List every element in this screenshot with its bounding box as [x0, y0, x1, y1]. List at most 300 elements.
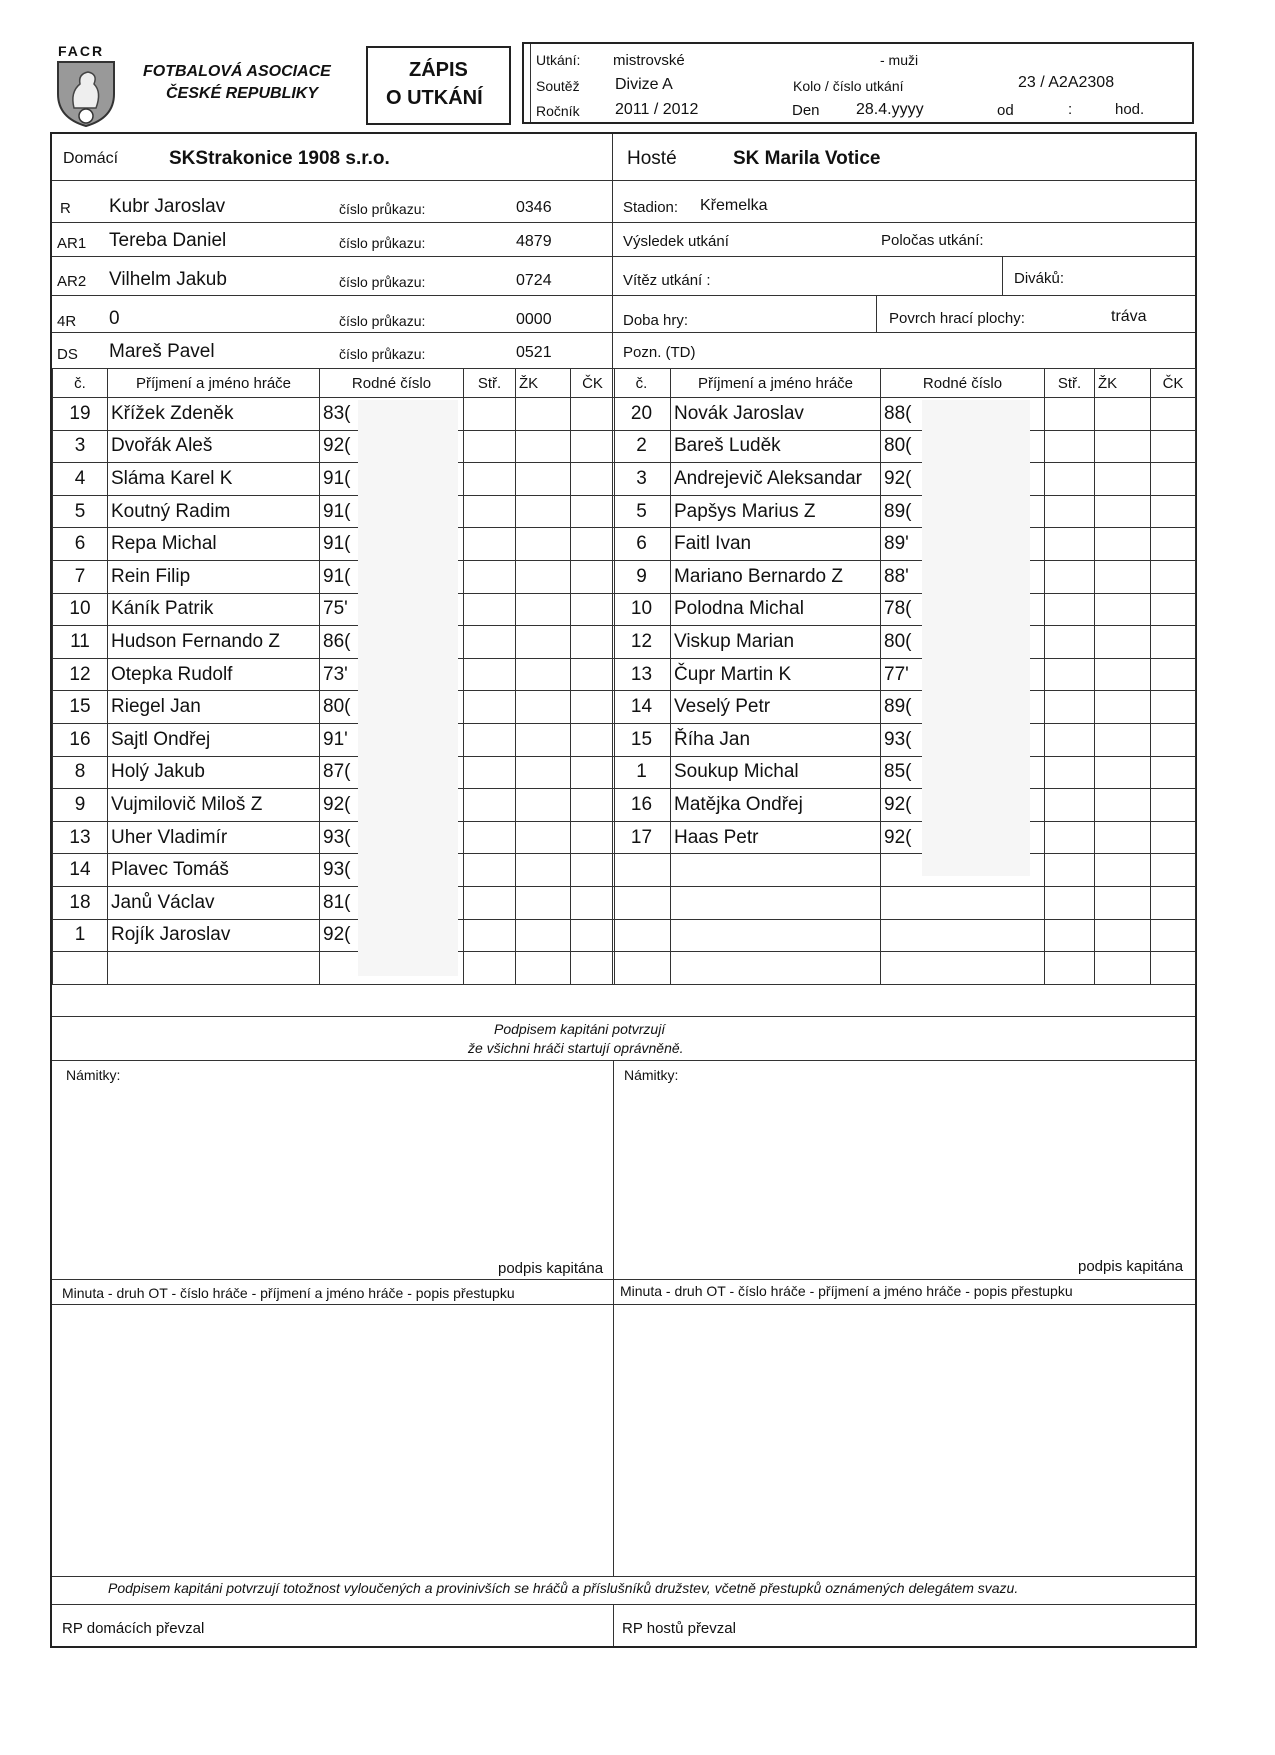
player-number: 19 [53, 398, 108, 431]
substitution-cell [1045, 398, 1095, 431]
home-player-row [53, 430, 615, 463]
yellow-card-cell [1095, 919, 1151, 952]
player-name: Dvořák Aleš [108, 430, 320, 463]
time-separator: : [1068, 101, 1073, 118]
official-id-ds: 0521 [516, 344, 552, 361]
substitution-cell [464, 886, 516, 919]
polocas-label: Poločas utkání: [881, 232, 984, 249]
col-yellow-card: ŽK [1095, 369, 1151, 398]
substitution-cell [1045, 723, 1095, 756]
logo-text: FACR [58, 43, 105, 59]
player-birth-number: 75' [320, 593, 464, 626]
player-birth-number: 87( [320, 756, 464, 789]
yellow-card-cell [1095, 854, 1151, 887]
player-name: Novák Jaroslav [671, 398, 881, 431]
soutez-value: Divize A [615, 76, 673, 93]
red-card-cell [1151, 626, 1196, 659]
away-player-row [613, 398, 1196, 431]
yellow-card-cell [1095, 495, 1151, 528]
home-player-row [53, 691, 615, 724]
red-card-cell [1151, 789, 1196, 822]
player-name: Andrejevič Aleksandar [671, 463, 881, 496]
captains-confirm-line1: Podpisem kapitáni potvrzují [494, 1021, 666, 1037]
player-birth-number: 89( [881, 495, 1045, 528]
player-name: Papšys Marius Z [671, 495, 881, 528]
yellow-card-cell [1095, 528, 1151, 561]
player-birth-number: 80( [881, 430, 1045, 463]
red-card-cell [1151, 495, 1196, 528]
yellow-card-cell [516, 723, 571, 756]
vitez-label: Vítěz utkání : [623, 272, 711, 289]
lion-shield-icon [52, 58, 120, 128]
yellow-card-cell [516, 691, 571, 724]
player-birth-number: 92( [320, 430, 464, 463]
red-card-cell [1151, 658, 1196, 691]
home-players-table [52, 368, 615, 985]
player-birth-number: 73' [320, 658, 464, 691]
player-birth-number: 81( [320, 886, 464, 919]
home-player-row [53, 756, 615, 789]
home-player-row [53, 854, 615, 887]
col-birth-number: Rodné číslo [320, 369, 464, 398]
player-number [53, 952, 108, 985]
home-player-row [53, 821, 615, 854]
player-name: Rojík Jaroslav [108, 919, 320, 952]
player-name: Koutný Radim [108, 495, 320, 528]
home-player-row [53, 463, 615, 496]
player-birth-number: 92( [881, 463, 1045, 496]
away-objections-label: Námitky: [624, 1067, 679, 1083]
stadion-value: Křemelka [700, 197, 768, 214]
player-number: 6 [613, 528, 671, 561]
title-line2: O UTKÁNÍ [386, 87, 483, 109]
yellow-card-cell [1095, 821, 1151, 854]
red-card-cell [1151, 463, 1196, 496]
away-player-row [613, 691, 1196, 724]
red-card-cell [1151, 919, 1196, 952]
substitution-cell [1045, 528, 1095, 561]
player-birth-number: 91( [320, 528, 464, 561]
home-team-label: Domácí [63, 150, 119, 167]
player-name: Káník Patrik [108, 593, 320, 626]
yellow-card-cell [516, 495, 571, 528]
official-id-r: 0346 [516, 199, 552, 216]
red-card-cell [1151, 821, 1196, 854]
player-name: Faitl Ivan [671, 528, 881, 561]
rp-away-received-label: RP hostů převzal [622, 1620, 736, 1637]
official-id-ar1: 4879 [516, 233, 552, 250]
red-card-cell [571, 789, 615, 822]
player-name: Říha Jan [671, 723, 881, 756]
player-birth-number: 92( [881, 821, 1045, 854]
player-name: Křížek Zdeněk [108, 398, 320, 431]
player-number [613, 886, 671, 919]
col-player-name: Příjmení a jméno hráče [108, 369, 320, 398]
red-card-cell [571, 854, 615, 887]
yellow-card-cell [1095, 593, 1151, 626]
away-table-header [613, 369, 1196, 398]
substitution-cell [464, 854, 516, 887]
away-player-row [613, 528, 1196, 561]
player-number: 16 [613, 789, 671, 822]
player-name [671, 854, 881, 887]
kolo-value: 23 / A2A2308 [1018, 74, 1115, 91]
red-card-cell [571, 658, 615, 691]
player-number [613, 854, 671, 887]
official-id-label-r: číslo průkazu: [339, 201, 426, 217]
divaku-label: Diváků: [1014, 270, 1065, 287]
away-team-name: SK Marila Votice [733, 148, 881, 169]
col-player-name: Příjmení a jméno hráče [671, 369, 881, 398]
home-birth-number-redaction [358, 400, 458, 976]
substitution-cell [464, 626, 516, 659]
player-name: Viskup Marian [671, 626, 881, 659]
player-name: Janů Václav [108, 886, 320, 919]
povrch-label: Povrch hrací plochy: [889, 310, 1025, 327]
yellow-card-cell [516, 952, 571, 985]
player-number: 14 [53, 854, 108, 887]
rocnik-label: Ročník [536, 103, 580, 119]
player-number: 1 [613, 756, 671, 789]
player-name [671, 886, 881, 919]
yellow-card-cell [516, 789, 571, 822]
substitution-cell [1045, 658, 1095, 691]
home-player-row [53, 398, 615, 431]
official-name-ds: Mareš Pavel [109, 341, 215, 362]
away-players-table [612, 368, 1196, 985]
yellow-card-cell [516, 626, 571, 659]
substitution-cell [464, 528, 516, 561]
col-birth-number: Rodné číslo [881, 369, 1045, 398]
red-card-cell [571, 593, 615, 626]
home-objections-label: Námitky: [66, 1067, 121, 1083]
player-number: 11 [53, 626, 108, 659]
player-number: 2 [613, 430, 671, 463]
home-team-name: SKStrakonice 1908 s.r.o. [169, 148, 390, 169]
player-name: Soukup Michal [671, 756, 881, 789]
player-number: 3 [613, 463, 671, 496]
player-birth-number: 92( [320, 789, 464, 822]
yellow-card-cell [1095, 723, 1151, 756]
col-substitution: Stř. [464, 369, 516, 398]
home-player-row [53, 723, 615, 756]
red-card-cell [1151, 593, 1196, 626]
player-number: 16 [53, 723, 108, 756]
away-player-row [613, 626, 1196, 659]
yellow-card-cell [1095, 463, 1151, 496]
home-captain-signature-label: podpis kapitána [498, 1260, 604, 1277]
away-player-row [613, 854, 1196, 887]
player-name: Matějka Ondřej [671, 789, 881, 822]
player-number: 9 [613, 560, 671, 593]
yellow-card-cell [1095, 560, 1151, 593]
home-player-row [53, 528, 615, 561]
substitution-cell [1045, 463, 1095, 496]
substitution-cell [1045, 919, 1095, 952]
official-role-4r: 4R [57, 313, 77, 330]
away-birth-number-redaction [922, 400, 1030, 876]
official-role-ds: DS [57, 346, 78, 363]
yellow-card-cell [516, 658, 571, 691]
player-number [613, 952, 671, 985]
substitution-cell [464, 789, 516, 822]
player-number: 3 [53, 430, 108, 463]
substitution-cell [1045, 495, 1095, 528]
away-player-row [613, 430, 1196, 463]
substitution-cell [1045, 430, 1095, 463]
away-player-row [613, 560, 1196, 593]
red-card-cell [571, 495, 615, 528]
den-value: 28.4.yyyy [856, 101, 924, 118]
yellow-card-cell [516, 593, 571, 626]
rocnik-value: 2011 / 2012 [615, 101, 699, 118]
player-number: 7 [53, 560, 108, 593]
player-number: 5 [53, 495, 108, 528]
yellow-card-cell [1095, 398, 1151, 431]
substitution-cell [464, 919, 516, 952]
yellow-card-cell [1095, 691, 1151, 724]
away-player-row [613, 821, 1196, 854]
player-birth-number: 91( [320, 463, 464, 496]
player-birth-number: 88' [881, 560, 1045, 593]
yellow-card-cell [1095, 658, 1151, 691]
player-birth-number: 78( [881, 593, 1045, 626]
title-box [366, 46, 511, 125]
player-name: Veselý Petr [671, 691, 881, 724]
away-player-row [613, 756, 1196, 789]
substitution-cell [464, 430, 516, 463]
player-number: 5 [613, 495, 671, 528]
player-number: 18 [53, 886, 108, 919]
substitution-cell [1045, 886, 1095, 919]
player-birth-number: 86( [320, 626, 464, 659]
away-player-row [613, 463, 1196, 496]
home-table-header [53, 369, 615, 398]
captains-confirm-line2: že všichni hráči startují oprávněně. [468, 1040, 684, 1056]
yellow-card-cell [1095, 789, 1151, 822]
home-player-row [53, 626, 615, 659]
substitution-cell [1045, 560, 1095, 593]
red-card-cell [1151, 723, 1196, 756]
rp-home-received-label: RP domácích převzal [62, 1620, 205, 1637]
player-birth-number: 89( [881, 691, 1045, 724]
yellow-card-cell [516, 821, 571, 854]
od-label: od [997, 102, 1014, 119]
substitution-cell [464, 398, 516, 431]
player-name: Riegel Jan [108, 691, 320, 724]
doba-label: Doba hry: [623, 312, 689, 329]
player-name: Plavec Tomáš [108, 854, 320, 887]
player-birth-number: 91( [320, 495, 464, 528]
substitution-cell [464, 691, 516, 724]
red-card-cell [1151, 528, 1196, 561]
yellow-card-cell [516, 756, 571, 789]
player-number: 12 [53, 658, 108, 691]
home-player-row [53, 886, 615, 919]
home-player-row [53, 658, 615, 691]
red-card-cell [571, 723, 615, 756]
official-id-ar2: 0724 [516, 272, 552, 289]
col-number: č. [613, 369, 671, 398]
player-name [671, 952, 881, 985]
official-name-4r: 0 [109, 308, 120, 329]
player-name: Sajtl Ondřej [108, 723, 320, 756]
player-name: Čupr Martin K [671, 658, 881, 691]
player-birth-number [881, 919, 1045, 952]
yellow-card-cell [516, 854, 571, 887]
player-birth-number [881, 952, 1045, 985]
red-card-cell [571, 528, 615, 561]
player-number: 4 [53, 463, 108, 496]
red-card-cell [571, 398, 615, 431]
away-player-row [613, 919, 1196, 952]
substitution-cell [464, 756, 516, 789]
substitution-cell [464, 952, 516, 985]
col-number: č. [53, 369, 108, 398]
player-number: 6 [53, 528, 108, 561]
away-team-label: Hosté [627, 148, 677, 169]
player-birth-number: 92( [320, 919, 464, 952]
player-number: 8 [53, 756, 108, 789]
kolo-label: Kolo / číslo utkání [793, 78, 904, 94]
red-card-cell [1151, 756, 1196, 789]
player-name: Rein Filip [108, 560, 320, 593]
yellow-card-cell [516, 463, 571, 496]
home-player-row [53, 789, 615, 822]
substitution-cell [464, 560, 516, 593]
yellow-card-cell [516, 886, 571, 919]
player-number: 13 [53, 821, 108, 854]
yellow-card-cell [516, 528, 571, 561]
player-birth-number: 92( [881, 789, 1045, 822]
substitution-cell [1045, 691, 1095, 724]
red-card-cell [571, 691, 615, 724]
home-player-row [53, 560, 615, 593]
player-number: 1 [53, 919, 108, 952]
substitution-cell [464, 658, 516, 691]
player-number: 15 [613, 723, 671, 756]
player-name: Holý Jakub [108, 756, 320, 789]
away-player-row [613, 952, 1196, 985]
red-card-cell [571, 756, 615, 789]
away-player-row [613, 789, 1196, 822]
player-birth-number: 93( [320, 821, 464, 854]
title-line1: ZÁPIS [409, 59, 468, 81]
player-number: 9 [53, 789, 108, 822]
player-name [671, 919, 881, 952]
yellow-card-cell [516, 430, 571, 463]
official-id-label-ar1: číslo průkazu: [339, 235, 426, 251]
official-name-ar2: Vilhelm Jakub [109, 269, 227, 290]
player-birth-number: 77' [881, 658, 1045, 691]
substitution-cell [464, 463, 516, 496]
substitution-cell [464, 495, 516, 528]
substitution-cell [1045, 821, 1095, 854]
official-role-r: R [60, 200, 71, 217]
yellow-card-cell [1095, 952, 1151, 985]
col-red-card: ČK [571, 369, 615, 398]
player-name: Bareš Luděk [671, 430, 881, 463]
stadion-label: Stadion: [623, 199, 679, 216]
substitution-cell [1045, 789, 1095, 822]
red-card-cell [1151, 886, 1196, 919]
player-number: 20 [613, 398, 671, 431]
away-player-row [613, 658, 1196, 691]
red-card-cell [571, 463, 615, 496]
away-player-row [613, 886, 1196, 919]
player-birth-number: 83( [320, 398, 464, 431]
player-name: Mariano Bernardo Z [671, 560, 881, 593]
yellow-card-cell [1095, 886, 1151, 919]
player-birth-number: 91( [320, 560, 464, 593]
hod-label: hod. [1115, 101, 1145, 118]
away-captain-signature-label: podpis kapitána [1078, 1258, 1184, 1275]
official-id-label-ar2: číslo průkazu: [339, 274, 426, 290]
player-birth-number: 88( [881, 398, 1045, 431]
pozn-label: Pozn. (TD) [623, 344, 696, 361]
red-card-cell [1151, 398, 1196, 431]
home-player-row [53, 593, 615, 626]
home-player-row [53, 952, 615, 985]
association-name-line1: FOTBALOVÁ ASOCIACE [143, 63, 331, 80]
player-number [613, 919, 671, 952]
substitution-cell [464, 821, 516, 854]
player-birth-number: 89' [881, 528, 1045, 561]
official-id-label-ds: číslo průkazu: [339, 346, 426, 362]
facr-logo [52, 44, 120, 128]
player-name: Uher Vladimír [108, 821, 320, 854]
substitution-cell [1045, 756, 1095, 789]
substitution-cell [464, 593, 516, 626]
red-card-cell [571, 560, 615, 593]
red-card-cell [1151, 560, 1196, 593]
red-card-cell [1151, 691, 1196, 724]
yellow-card-cell [516, 560, 571, 593]
away-player-row [613, 495, 1196, 528]
home-offences-header: Minuta - druh OT - číslo hráče - příjmení a jméno hráče - popis přestupku [62, 1285, 515, 1301]
player-number: 13 [613, 658, 671, 691]
substitution-cell [1045, 952, 1095, 985]
utkani-value: mistrovské [613, 52, 685, 69]
player-birth-number [881, 886, 1045, 919]
vysledek-label: Výsledek utkání [623, 233, 729, 250]
red-card-cell [571, 821, 615, 854]
player-birth-number: 93( [320, 854, 464, 887]
den-label: Den [792, 102, 820, 119]
official-id-label-4r: číslo průkazu: [339, 313, 426, 329]
away-player-row [613, 593, 1196, 626]
player-name: Polodna Michal [671, 593, 881, 626]
povrch-value: tráva [1111, 308, 1147, 325]
red-card-cell [571, 626, 615, 659]
player-name: Hudson Fernando Z [108, 626, 320, 659]
player-name: Sláma Karel K [108, 463, 320, 496]
player-number: 10 [613, 593, 671, 626]
red-card-cell [571, 430, 615, 463]
yellow-card-cell [516, 919, 571, 952]
red-card-cell [571, 952, 615, 985]
player-number: 17 [613, 821, 671, 854]
player-birth-number: 93( [881, 723, 1045, 756]
away-player-row [613, 723, 1196, 756]
home-player-row [53, 919, 615, 952]
red-card-cell [571, 919, 615, 952]
substitution-cell [1045, 593, 1095, 626]
col-yellow-card: ŽK [516, 369, 571, 398]
player-birth-number: 80( [320, 691, 464, 724]
col-substitution: Stř. [1045, 369, 1095, 398]
substitution-cell [464, 723, 516, 756]
